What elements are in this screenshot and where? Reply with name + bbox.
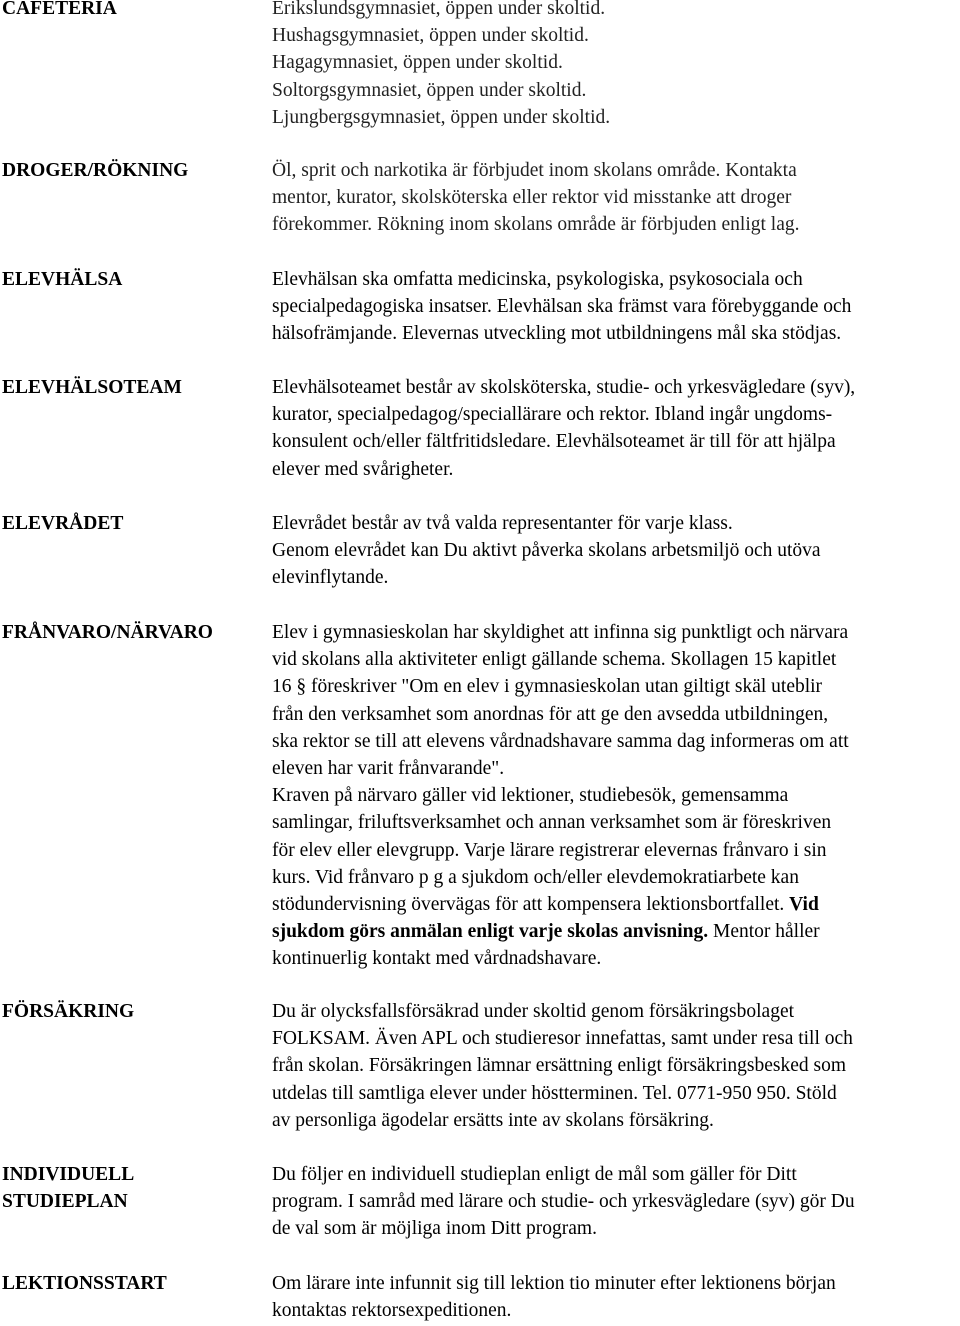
description-line: vid skolans alla aktiviteter enligt gällande schema. Skollagen 15 kapitlet bbox=[272, 649, 837, 671]
description-line: Du är olycksfallsförsäkrad under skoltid genom försäkringsbolaget bbox=[272, 1001, 795, 1022]
term-heading bbox=[2, 1161, 267, 1215]
term-heading: LEKTIONSSTART bbox=[2, 1273, 167, 1294]
description-line: konsulent och/eller fältfritidsledare. Elevhälsoteamet är till för att hjälpa bbox=[272, 431, 836, 453]
description-line: program. I samråd med lärare och studie- och yrkesvägledare (syv) gör Du bbox=[272, 1191, 855, 1213]
description-line: Erikslundsgymnasiet, öppen under skoltid. bbox=[272, 0, 606, 19]
description-line: Kraven på närvaro gäller vid lektioner, studiebesök, gemensamma bbox=[272, 785, 789, 807]
term-description bbox=[272, 374, 960, 483]
term-description bbox=[272, 157, 960, 239]
term-heading: FÖRSÄKRING bbox=[2, 1001, 135, 1022]
term-description bbox=[272, 0, 960, 131]
description-line: Elevhälsoteamet består av skolsköterska, studie- och yrkesvägledare (syv), bbox=[272, 377, 856, 398]
description-line: Hushagsgymnasiet, öppen under skoltid. bbox=[272, 25, 589, 47]
description-line: specialpedagogiska insatser. Elevhälsan ska främst vara förebyggande och bbox=[272, 296, 852, 318]
line-text: stödundervisning övervägas för att kompensera lektionsbortfallet. bbox=[272, 894, 790, 916]
description-line: elevinflytande. bbox=[272, 567, 389, 589]
description-line: från skolan. Försäkringen lämnar ersättning enligt försäkringsbesked som bbox=[272, 1055, 847, 1077]
description-line: från den verksamhet som anordnas för att ge den avsedda utbildningen, bbox=[272, 703, 829, 725]
emphasis-text: Vid bbox=[789, 894, 819, 916]
description-line: för elev eller elevgrupp. Varje lärare registrerar elevernas frånvaro i sin bbox=[272, 839, 827, 861]
term-description bbox=[272, 510, 960, 592]
term-heading: CAFETERIA bbox=[2, 0, 117, 19]
term-heading-line: INDIVIDUELL bbox=[2, 1164, 135, 1185]
term-description bbox=[272, 619, 960, 973]
description-line: Om lärare inte infunnit sig till lektion tio minuter efter lektionens början bbox=[272, 1273, 836, 1294]
description-line: de val som är möjliga inom Ditt program. bbox=[272, 1218, 597, 1240]
description-line: Ljungbergsgymnasiet, öppen under skoltid. bbox=[272, 106, 611, 128]
term-description bbox=[272, 266, 960, 348]
description-line: kurator, specialpedagog/speciallärare och rektor. Ibland ingår ungdoms- bbox=[272, 404, 833, 426]
term-description bbox=[272, 1270, 960, 1324]
description-line bbox=[272, 891, 960, 918]
description-line bbox=[272, 918, 960, 945]
description-line: av personliga ägodelar ersätts inte av skolans försäkring. bbox=[272, 1109, 714, 1131]
description-line: samlingar, friluftsverksamhet och annan verksamhet som är föreskriven bbox=[272, 812, 832, 834]
description-line: ska rektor se till att elevens vårdnadshavare samma dag informeras om att bbox=[272, 730, 849, 752]
term-heading: ELEVRÅDET bbox=[2, 513, 124, 534]
description-line: kontinuerlig kontakt med vårdnadshavare. bbox=[272, 948, 602, 970]
description-line: Soltorgsgymnasiet, öppen under skoltid. bbox=[272, 79, 587, 101]
description-line: utdelas till samtliga elever under höstterminen. Tel. 0771-950 950. Stöld bbox=[272, 1082, 837, 1104]
term-heading: ELEVHÄLSOTEAM bbox=[2, 377, 182, 398]
term-heading: FRÅNVARO/NÄRVARO bbox=[2, 622, 213, 643]
emphasis-text: sjukdom görs anmälan enligt varje skolas anvisning. bbox=[272, 921, 709, 943]
description-line: Elev i gymnasieskolan har skyldighet att infinna sig punktligt och närvara bbox=[272, 622, 849, 643]
term-description bbox=[272, 1161, 960, 1243]
line-text: Mentor håller bbox=[708, 921, 820, 943]
description-line: Genom elevrådet kan Du aktivt påverka skolans arbetsmiljö och utöva bbox=[272, 540, 821, 562]
description-line: Elevhälsan ska omfatta medicinska, psykologiska, psykosociala och bbox=[272, 269, 803, 290]
term-description bbox=[272, 998, 960, 1134]
description-line: elever med svårigheter. bbox=[272, 458, 454, 480]
description-line: förekommer. Rökning inom skolans område är förbjuden enligt lag. bbox=[272, 214, 800, 236]
description-line: eleven har varit frånvarande". bbox=[272, 758, 505, 780]
description-line: kontaktas rektorsexpeditionen. bbox=[272, 1300, 512, 1322]
description-line: Hagagymnasiet, öppen under skoltid. bbox=[272, 52, 563, 74]
description-line: Öl, sprit och narkotika är förbjudet inom skolans område. Kontakta bbox=[272, 160, 797, 181]
term-heading-line: STUDIEPLAN bbox=[2, 1191, 128, 1213]
description-line: mentor, kurator, skolsköterska eller rektor vid misstanke att droger bbox=[272, 187, 792, 209]
description-line: kurs. Vid frånvaro p g a sjukdom och/eller elevdemokratiarbete kan bbox=[272, 866, 799, 888]
description-line: Du följer en individuell studieplan enligt de mål som gäller för Ditt bbox=[272, 1164, 797, 1185]
term-heading: ELEVHÄLSA bbox=[2, 269, 123, 290]
description-line: FOLKSAM. Även APL och studieresor innefattas, samt under resa till och bbox=[272, 1028, 853, 1050]
description-line: Elevrådet består av två valda representanter för varje klass. bbox=[272, 513, 733, 534]
term-heading: DROGER/RÖKNING bbox=[2, 160, 189, 181]
description-line: 16 § föreskriver "Om en elev i gymnasieskolan utan giltigt skäl uteblir bbox=[272, 676, 823, 698]
description-line: hälsofrämjande. Elevernas utveckling mot utbildningens mål ska stödjas. bbox=[272, 323, 842, 345]
